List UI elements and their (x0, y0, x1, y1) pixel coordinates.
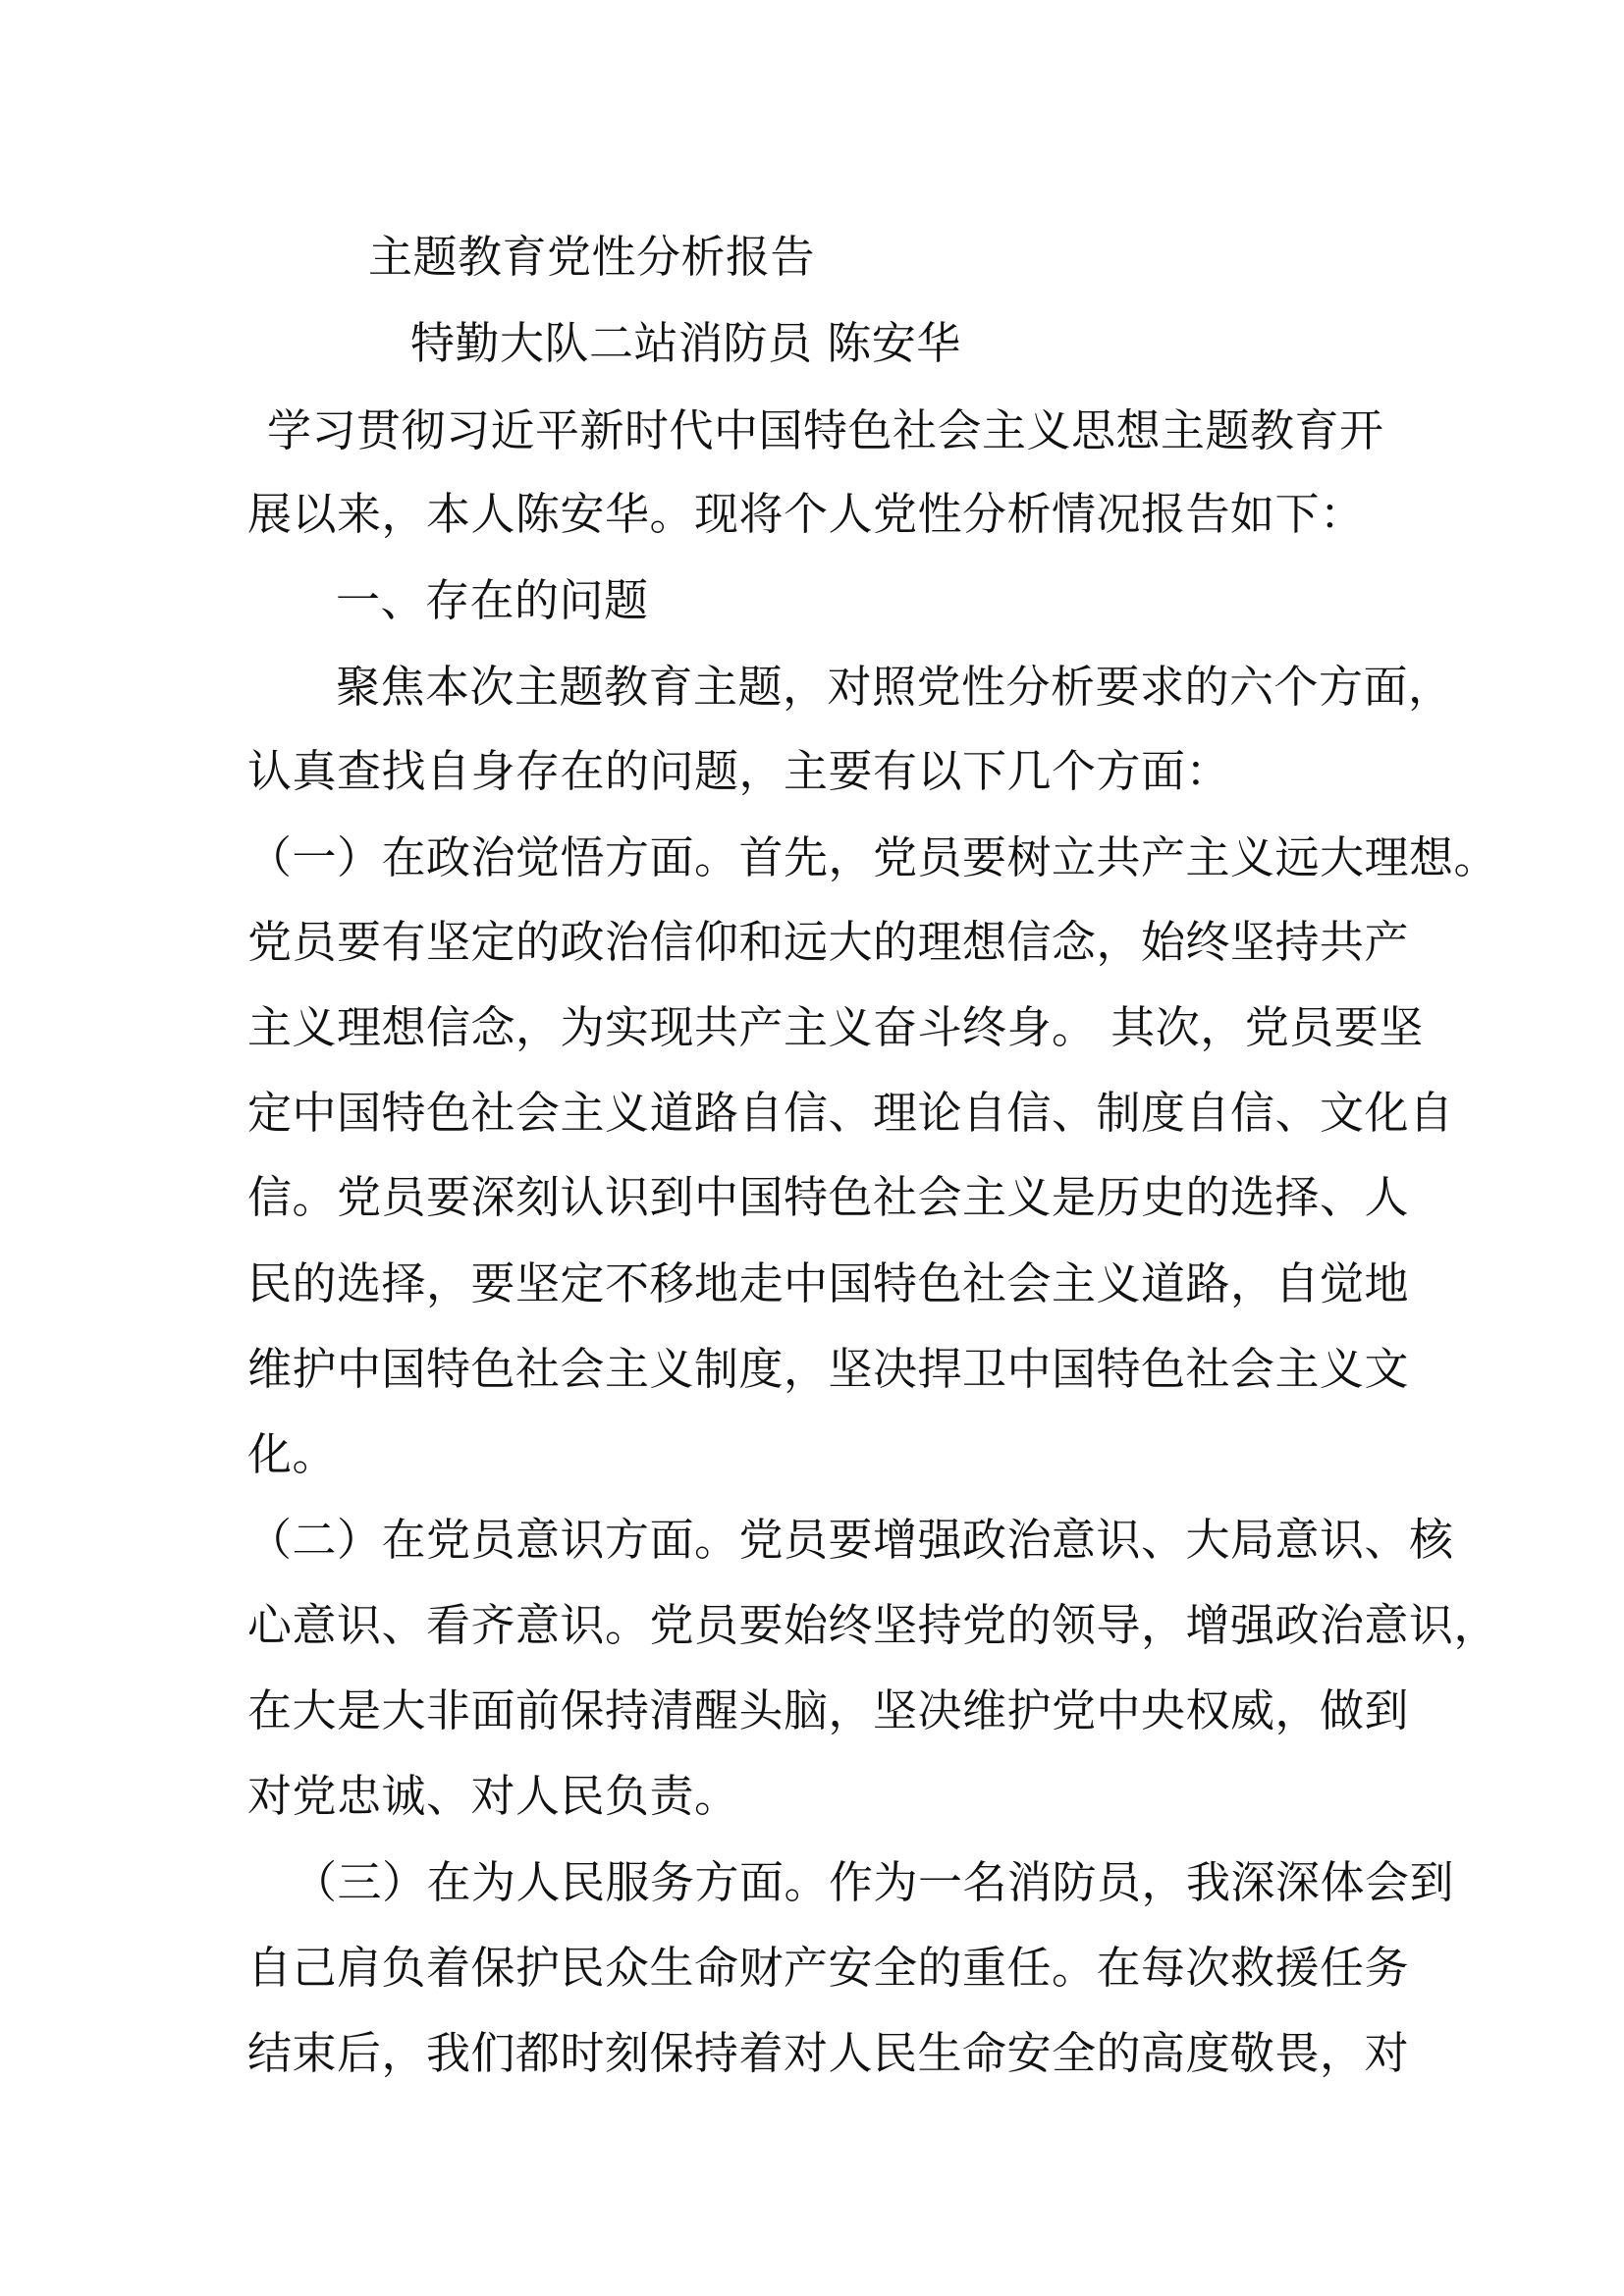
paragraph-line: 定中国特色社会主义道路自信、理论自信、制度自信、文化自 (247, 1087, 1454, 1139)
paragraph-line: （二）在党员意识方面。党员要增强政治意识、大局意识、核 (247, 1514, 1454, 1566)
paragraph-line: 对党忠诚、对人民负责。 (247, 1770, 739, 1822)
paragraph-line: （三）在为人民服务方面。作为一名消防员，我深深体会到 (293, 1856, 1455, 1908)
author-line: 特勤大队二站消防员 陈安华 (410, 317, 961, 369)
paragraph-line: （一）在政治觉悟方面。首先，党员要树立共产主义远大理想。 (247, 831, 1499, 883)
paragraph-line: 学习贯彻习近平新时代中国特色社会主义思想主题教育开 (267, 404, 1384, 456)
paragraph-line: 化。 (247, 1428, 338, 1480)
paragraph-line: 党员要有坚定的政治信仰和远大的理想信念，始终坚持共产 (247, 916, 1410, 968)
document-title: 主题教育党性分析报告 (368, 231, 816, 283)
paragraph-line: 聚焦本次主题教育主题，对照党性分析要求的六个方面， (336, 661, 1453, 713)
paragraph-line: 在大是大非面前保持清醒头脑，坚决维护党中央权威，做到 (247, 1684, 1410, 1736)
paragraph-line: 展以来，本人陈安华。现将个人党性分析情况报告如下： (247, 488, 1365, 540)
paragraph-line: 心意识、看齐意识。党员要始终坚持党的领导，增强政治意识， (247, 1599, 1499, 1651)
paragraph-line: 民的选择，要坚定不移地走中国特色社会主义道路，自觉地 (247, 1257, 1410, 1309)
paragraph-line: 主义理想信念，为实现共产主义奋斗终身。 其次，党员要坚 (247, 1001, 1424, 1053)
paragraph-line: 维护中国特色社会主义制度，坚决捍卫中国特色社会主义文 (247, 1343, 1410, 1395)
paragraph-line: 认真查找自身存在的问题，主要有以下几个方面： (247, 745, 1231, 797)
paragraph-line: 自己肩负着保护民众生命财产安全的重任。在每次救援任务 (247, 1942, 1410, 1994)
paragraph-line: 结束后，我们都时刻保持着对人民生命安全的高度敬畏，对 (247, 2027, 1410, 2079)
section-heading: 一、存在的问题 (336, 574, 649, 626)
paragraph-line: 信。党员要深刻认识到中国特色社会主义是历史的选择、人 (247, 1171, 1410, 1223)
